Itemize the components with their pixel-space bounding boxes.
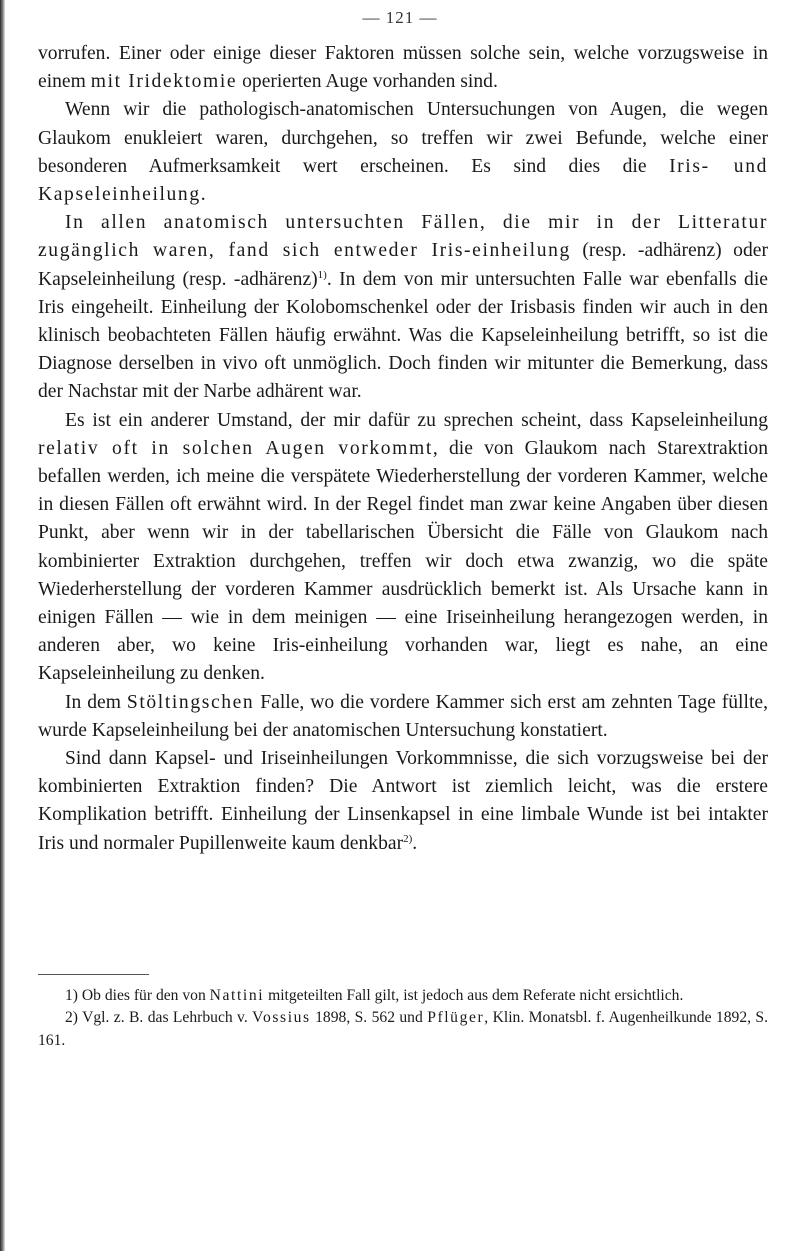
emphasis-spaced: Iris- und Kapseleinheilung [38,155,768,206]
text-segment: , die von Glaukom nach Starextraktion befallen werden, ich meine die verspätete Wiederherstellung der vorderen Kammer, welche in diesen Fällen oft erwähnt wird. In der Regel findet man zwar keine Angaben über diesen Punkt, aber wenn wir in der tabellarischen Übersicht die Fälle von Glaukom nach kombinierter Extraktion durchgehen, treffen wir doch etwa zwanzig, wo die späte Wiederherstellung der vorderen Kammer ausdrücklich bemerkt ist. Als Ursache kann in einigen Fällen — wie in dem meinigen — eine Iriseinheilung herangezogen werden, in anderen aber, wo keine Iris-einheilung vorhanden war, liegt es nahe, an eine Kapseleinheilung zu denken. [38,437,768,685]
page-spine-edge [0,0,5,1251]
paragraph [38,689,768,745]
emphasis-spaced: Pflüger [427,1009,485,1027]
text-segment: operierten Auge vorhanden sind. [237,71,498,93]
paragraph-continuation [38,40,768,96]
text-segment: (resp. -adhärenz) oder Kapseleinheilung (resp. -adhärenz) [38,240,768,290]
text-segment: mitgeteilten Fall gilt, ist jedoch aus dem Referate nicht ersichtlich. [264,987,684,1004]
emphasis-spaced: mit Iridektomie [90,71,238,93]
text-segment: . [412,832,418,854]
footnote [38,1007,768,1052]
emphasis-spaced: Nattini [209,987,265,1004]
footnote-ref: 1) [317,268,327,281]
footnote-ref: 2) [403,832,413,845]
paragraph [38,96,768,209]
paragraph [38,407,768,689]
text-segment: . In dem von mir untersuchten Falle war ebenfalls die Iris eingeheilt. Einheilung der Kolobomschenkel oder der Irisbasis finden wir auch in den klinisch beobachteten Fällen häufig erwähnt. Was die Kapseleinheilung betrifft, so ist die Diagnose derselben in vivo oft unmöglich. Doch finden wir mitunter die Bemerkung, dass der Nachstar mit der Narbe adhärent war. [38,268,768,403]
text-segment: Wenn wir die pathologisch-anatomischen Untersuchungen von Augen, die wegen Glaukom enukleiert waren, durchgehen, so treffen wir zwei Befunde, welche einer besonderen Aufmerksamkeit wert erscheinen. Es sind dies die [38,99,768,177]
text-segment: . [200,184,206,206]
text-segment: vorrufen. Einer oder einige dieser Faktoren müssen solche sein, welche vorzugsweise in einem [38,43,768,93]
emphasis-spaced: Stöltingschen [126,691,255,713]
emphasis-spaced: In allen anatomisch untersuchten Fällen, die mir in der Litteratur zugänglich waren, fand sich entweder Iris-einheilung [38,212,768,262]
paragraph [38,745,768,858]
footnotes [38,985,768,1052]
footnote-separator [38,974,149,975]
footnote [38,985,768,1007]
text-segment: Falle, wo die vordere Kammer sich erst am zehnten Tage füllte, wurde Kapseleinheilung bei der anatomischen Untersuchung konstatiert. [38,691,768,741]
emphasis-spaced: Vossius [252,1009,311,1027]
text-segment: In dem [65,691,127,713]
text-segment: Es ist ein anderer Umstand, der mir dafür zu sprechen scheint, dass Kapseleinheilung [65,409,768,431]
text-segment: Sind dann Kapsel- und Iriseinheilungen Vorkommnisse, die sich vorzugsweise bei der kombinierten Extraktion finden? Die Antwort ist ziemlich leicht, was die erstere Komplikation betrifft. Einheilung der Linsenkapsel in eine limbale Wunde ist bei intakter Iris und normaler Pupillenweite kaum denkbar [38,748,768,854]
text-segment: 2) Vgl. z. B. das Lehrbuch v. [65,1009,253,1027]
text-segment: 1) Ob dies für den von [65,987,210,1004]
text-segment: 1898, S. 562 und [310,1009,428,1027]
body-text [38,40,768,858]
text-segment: , Klin. Monatsbl. f. Augenheilkunde 1892, S. 161. [38,1009,768,1049]
paragraph [38,209,768,406]
page-number: — 121 — [362,8,438,27]
emphasis-spaced: relativ oft in solchen Augen vorkommt [38,437,433,459]
